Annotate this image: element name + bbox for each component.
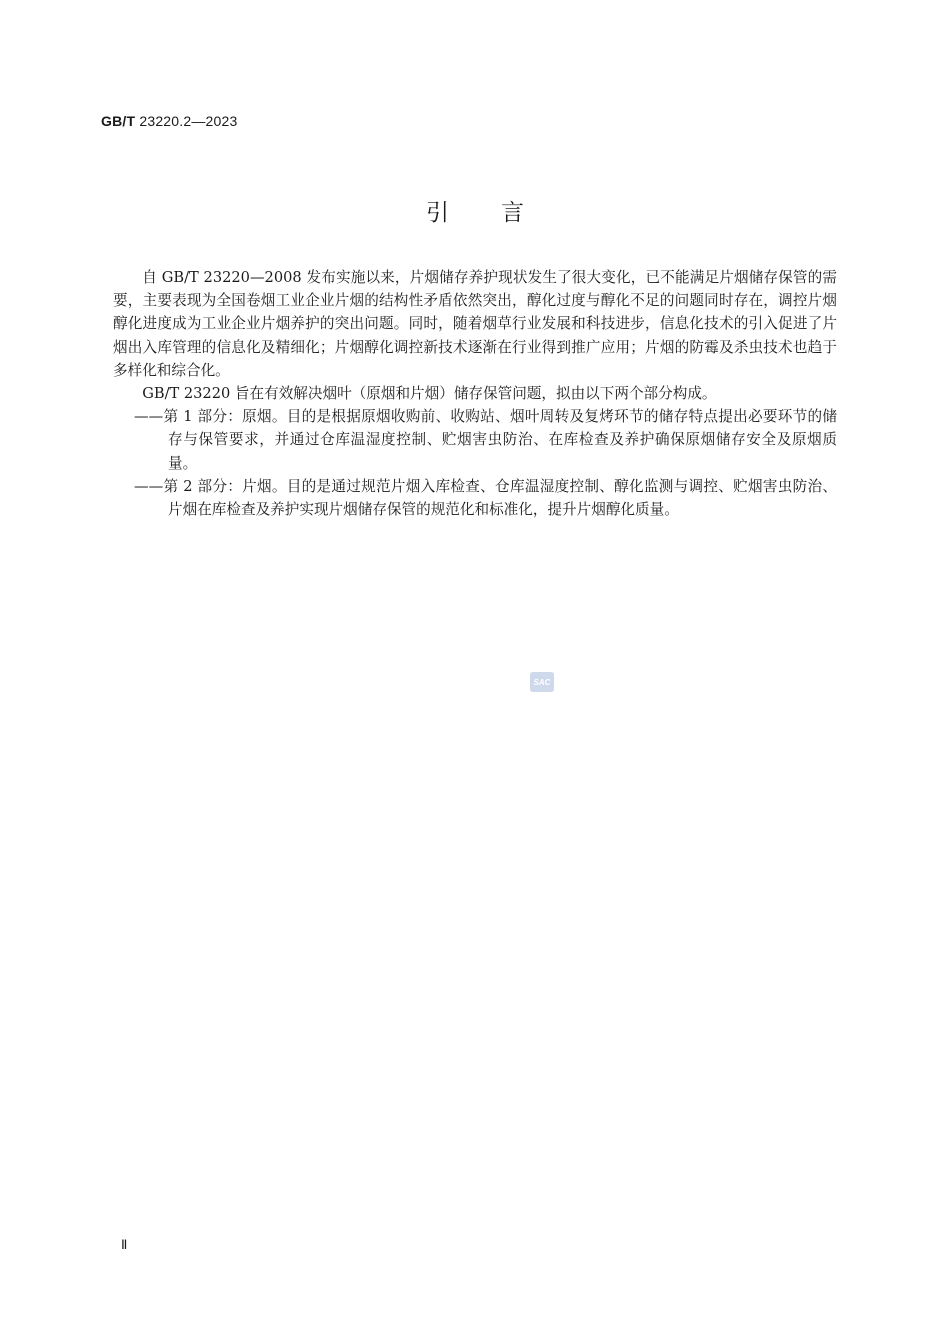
part-2-item: ——第 2 部分：片烟。目的是通过规范片烟入库检查、仓库温湿度控制、醇化监测与调控、贮烟害虫防治、片烟在库检查及养护实现片烟储存保管的规范化和标准化，提升片烟醇化质量。 (134, 477, 837, 519)
standard-number (101, 113, 238, 129)
standard-year-number: 23220.2—2023 (139, 113, 238, 129)
document-body (113, 266, 837, 521)
part-1-item: ——第 1 部分：原烟。目的是根据原烟收购前、收购站、烟叶周转及复烤环节的储存特点提出必要环节的储存与保管要求，并通过仓库温湿度控制、贮烟害虫防治、在库检查及养护确保原烟储存安全及原烟质量。 (134, 408, 837, 472)
page-number: Ⅱ (121, 1237, 128, 1252)
intro-paragraph: 自 GB/T 23220—2008 发布实施以来，片烟储存养护现状发生了很大变化，已不能满足片烟储存保管的需要，主要表现为全国卷烟工业企业片烟的结构性矛盾依然突出，醇化过度与醇化不足的问题同时存在，调控片烟醇化进度成为工业企业片烟养护的突出问题。同时，随着烟草行业发展和科技进步，信息化技术的引入促进了片烟出入库管理的信息化及精细化；片烟醇化调控新技术逐渐在行业得到推广应用；片烟的防霉及杀虫技术也趋于多样化和综合化。 (113, 269, 837, 379)
standard-code: GB/T (101, 113, 136, 129)
sac-seal-text: SAC (533, 678, 551, 687)
scope-paragraph: GB/T 23220 旨在有效解决烟叶（原烟和片烟）储存保管问题，拟由以下两个部分构成。 (142, 385, 717, 403)
sac-seal-icon (529, 670, 555, 694)
sac-seal-watermark (529, 670, 555, 694)
page-title: 引言 (426, 200, 576, 226)
